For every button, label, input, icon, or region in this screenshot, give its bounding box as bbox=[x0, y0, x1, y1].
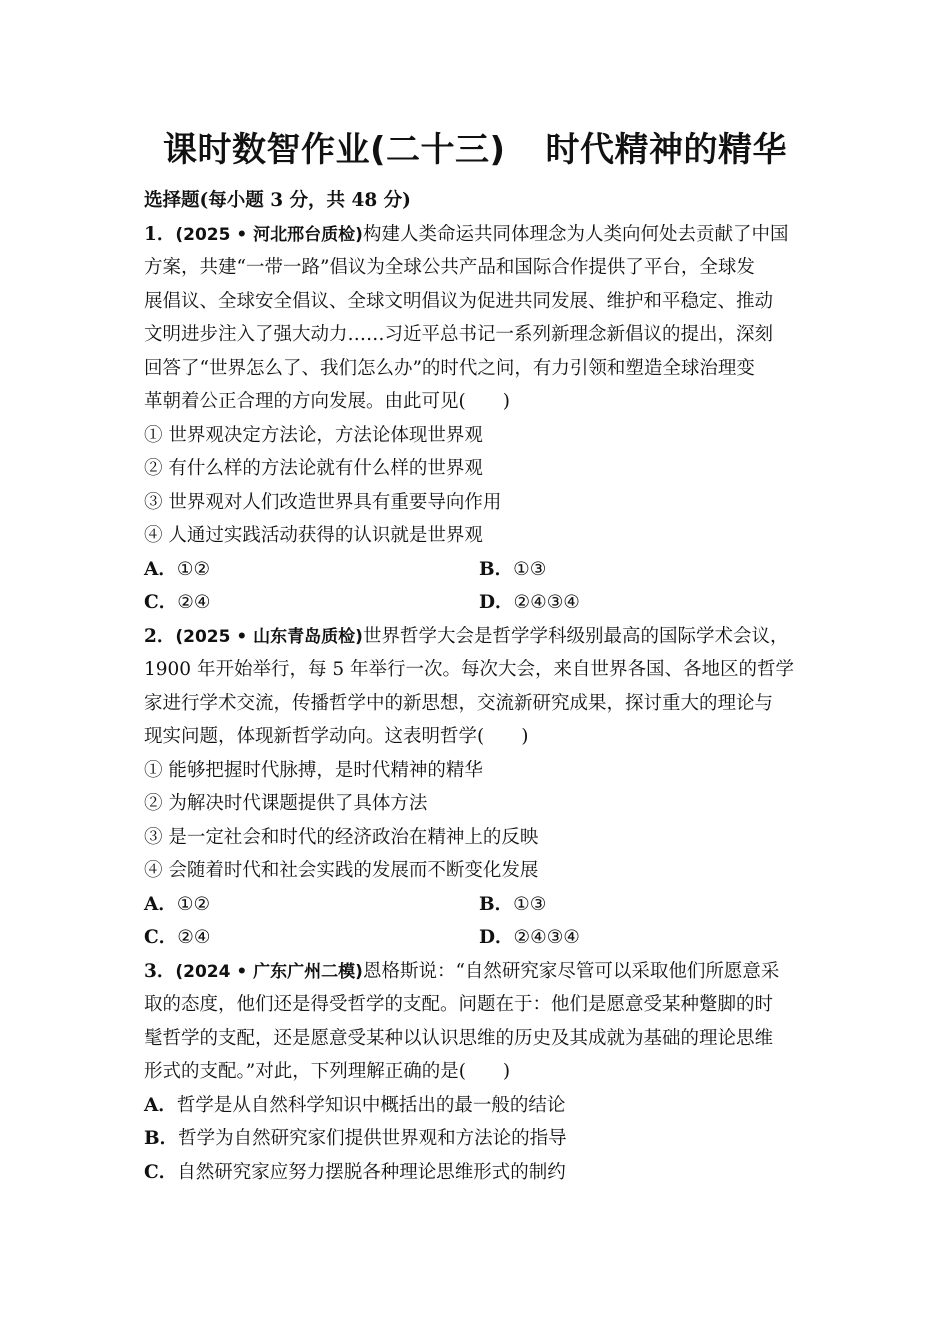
question-number: 3． bbox=[144, 960, 176, 982]
question-2 bbox=[144, 620, 824, 955]
option-b[interactable]: B．①③ bbox=[479, 558, 547, 580]
statement-item: ④ 会随着时代和社会实践的发展而不断变化发展 bbox=[144, 860, 539, 881]
statement-item: ③ 是一定社会和时代的经济政治在精神上的反映 bbox=[144, 826, 539, 848]
option-b[interactable]: B．哲学为自然研究家们提供世界观和方法论的指导 bbox=[144, 1128, 567, 1149]
question-source: (2024 • 广东广州二模) bbox=[175, 961, 363, 982]
option-c[interactable]: C．②④ bbox=[144, 592, 211, 613]
page-title bbox=[0, 122, 950, 171]
question-source: (2025 • 山东青岛质检) bbox=[175, 626, 363, 647]
question-number: 1． bbox=[144, 223, 176, 245]
option-c[interactable]: C．自然研究家应努力摆脱各种理论思维形式的制约 bbox=[144, 1161, 566, 1183]
stem-line: 世界哲学大会是哲学学科级别最高的国际学术会议， bbox=[362, 625, 789, 647]
statement-item: ② 有什么样的方法论就有什么样的世界观 bbox=[144, 458, 483, 479]
stem-line: 家进行学术交流，传播哲学中的新思想，交流新研究成果，探讨重大的理论与 bbox=[144, 692, 774, 714]
stem-line: 恩格斯说：“自然研究家尽管可以采取他们所愿意采 bbox=[362, 960, 780, 982]
option-b[interactable]: B．①③ bbox=[479, 893, 547, 915]
statement-item: ③ 世界观对人们改造世界具有重要导向作用 bbox=[144, 491, 502, 513]
option-a[interactable]: A．①② bbox=[144, 558, 211, 580]
stem-line: 1900 年开始举行，每 5 年举行一次。每次大会，来自世界各国、各地区的哲学 bbox=[144, 659, 794, 680]
stem-line: 形式的支配。”对此，下列理解正确的是( ) bbox=[144, 1061, 511, 1082]
stem-line: 现实问题，体现新哲学动向。这表明哲学( ) bbox=[144, 726, 529, 747]
question-3 bbox=[144, 955, 824, 1190]
option-d[interactable]: D．②④③④ bbox=[479, 592, 580, 613]
statement-item: ① 世界观决定方法论，方法论体现世界观 bbox=[144, 424, 483, 446]
section-heading: 选择题(每小题 3 分，共 48 分) bbox=[144, 190, 411, 211]
statement-item: ① 能够把握时代脉搏，是时代精神的精华 bbox=[144, 759, 483, 781]
stem-line: 回答了“世界怎么了、我们怎么办”的时代之问，有力引领和塑造全球治理变 bbox=[144, 357, 755, 379]
option-d[interactable]: D．②④③④ bbox=[479, 927, 580, 948]
option-c[interactable]: C．②④ bbox=[144, 927, 211, 948]
stem-line: 构建人类命运共同体理念为人类向何处去贡献了中国 bbox=[362, 223, 789, 245]
question-number: 2． bbox=[144, 625, 176, 647]
question-source: (2025 • 河北邢台质检) bbox=[175, 224, 363, 245]
option-a[interactable]: A．哲学是从自然科学知识中概括出的最一般的结论 bbox=[144, 1094, 566, 1116]
question-1 bbox=[144, 218, 824, 620]
title-main: 课时数智作业(二十三) bbox=[162, 130, 506, 170]
title-sub: 时代精神的精华 bbox=[545, 130, 788, 170]
question-list bbox=[144, 184, 824, 1189]
stem-line: 革朝着公正合理的方向发展。由此可见( ) bbox=[144, 391, 510, 412]
stem-line: 髦哲学的支配，还是愿意受某种以认识思维的历史及其成就为基础的理论思维 bbox=[144, 1027, 774, 1049]
statement-item: ② 为解决时代课题提供了具体方法 bbox=[144, 793, 428, 814]
stem-line: 取的态度，他们还是得受哲学的支配。问题在于：他们是愿意受某种蹩脚的时 bbox=[144, 994, 774, 1015]
stem-line: 方案，共建“一带一路”倡议为全球公共产品和国际合作提供了平台，全球发 bbox=[144, 257, 755, 278]
stem-line: 文明进步注入了强大动力……习近平总书记一系列新理念新倡议的提出，深刻 bbox=[144, 324, 774, 345]
statement-item: ④ 人通过实践活动获得的认识就是世界观 bbox=[144, 525, 483, 546]
option-a[interactable]: A．①② bbox=[144, 893, 211, 915]
stem-line: 展倡议、全球安全倡议、全球文明倡议为促进共同发展、维护和平稳定、推动 bbox=[144, 290, 774, 312]
